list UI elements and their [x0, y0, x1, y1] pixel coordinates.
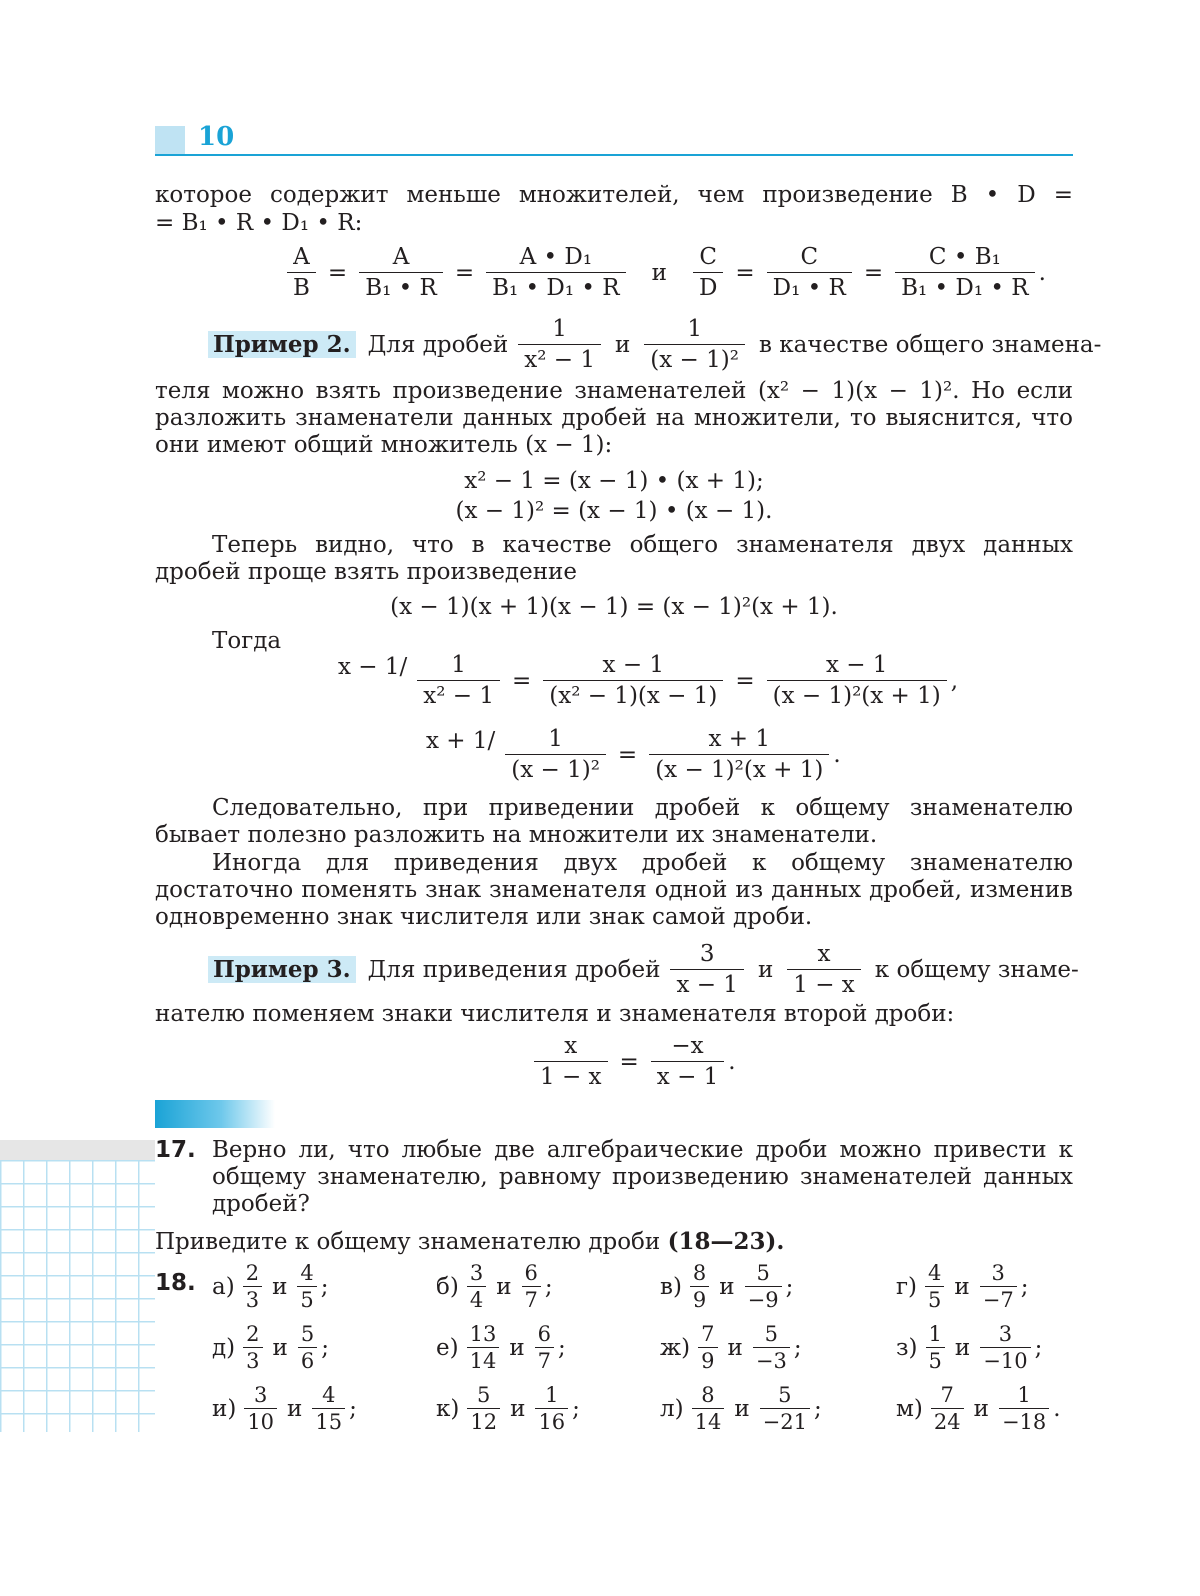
- conjunction: и: [757, 956, 774, 983]
- denominator: 9: [698, 1347, 717, 1372]
- example-label: Пример 2.: [208, 331, 356, 358]
- equation-result-1: x − 1/ $\frac{1}{\text{x² − 1}}$ = $\frac{x - 1}{\text{(x² − 1)(x − 1)}}$ = $\frac{x - 1}{\text{(x − 1)²(x + 1)}}$ ,: [338, 652, 959, 709]
- numerator: 6: [524, 1261, 538, 1285]
- item-end: .: [1053, 1395, 1061, 1422]
- fraction: [787, 941, 861, 998]
- conjunction: и: [510, 1395, 526, 1422]
- item-letter: д): [212, 1334, 236, 1361]
- fraction: [980, 1262, 1017, 1311]
- fraction: [243, 1323, 262, 1372]
- item-end: ;: [544, 1273, 553, 1300]
- instruction: [155, 1228, 784, 1256]
- denominator: 14: [692, 1408, 725, 1433]
- item-letter: ж): [660, 1334, 691, 1361]
- example-2-paragraph: теля можно взять произведение знаменателей (x² − 1)(x − 1)². Но если разложить знаменатели данных дробей на множители, то выяснится, что они имеют общий множитель (x − 1):: [155, 378, 1073, 458]
- denominator: B₁ • R: [359, 272, 443, 301]
- conjunction: и: [272, 1334, 288, 1361]
- denominator: x² − 1: [518, 344, 601, 373]
- numerator: 1: [545, 1383, 559, 1407]
- exercises-marker: [155, 1100, 275, 1128]
- task-17-number: 17.: [155, 1137, 196, 1163]
- numerator: 7: [940, 1383, 954, 1407]
- item-letter: е): [436, 1334, 459, 1361]
- margin-bar: [0, 1140, 155, 1160]
- numerator: x: [817, 941, 831, 967]
- example-2-paragraph-2: Теперь видно, что в качестве общего знаменателя двух данных дробей проще взять произведение: [155, 532, 1073, 585]
- numerator: 1: [687, 316, 702, 342]
- conjunction: и: [954, 1334, 971, 1361]
- numerator: 13: [469, 1322, 497, 1346]
- denominator: B: [287, 272, 316, 301]
- denominator: −21: [760, 1408, 810, 1433]
- numerator: A: [392, 244, 410, 270]
- fraction: [535, 1384, 568, 1433]
- example-3-line-2: нателю поменяем знаки числителя и знаменателя второй дроби:: [155, 1001, 955, 1027]
- denominator: 10: [244, 1408, 277, 1433]
- denominator: −7: [980, 1286, 1017, 1311]
- fraction: [644, 316, 745, 373]
- example-label: Пример 3.: [208, 956, 356, 983]
- denominator: 3: [243, 1347, 262, 1372]
- fraction: [925, 1262, 944, 1311]
- denominator: D: [693, 272, 723, 301]
- margin-grid: [0, 1160, 155, 1432]
- numerator: x − 1: [602, 652, 665, 678]
- instruction-range: (18—23).: [667, 1228, 785, 1255]
- numerator: 3: [699, 941, 715, 967]
- equation-sign-change: $\frac{x}{1 - x}$ = $\frac{-x}{x - 1}$ .: [530, 1033, 736, 1090]
- denominator: B₁ • D₁ • R: [895, 272, 1034, 301]
- conjunction: и: [287, 1395, 303, 1422]
- item-end: ;: [793, 1334, 802, 1361]
- numerator: 1: [552, 316, 567, 342]
- item-end: ;: [558, 1334, 566, 1361]
- denominator: 1 − x: [534, 1061, 608, 1090]
- denominator: 15: [312, 1408, 345, 1433]
- conclusion-paragraph-1: Следовательно, при приведении дробей к общему знаменателю бывает полезно разложить на множители их знаменатели.: [155, 795, 1073, 848]
- example-text: Для дробей: [367, 331, 509, 358]
- fraction: [359, 244, 443, 301]
- item-end: ;: [572, 1395, 580, 1422]
- denominator: (x − 1)²(x + 1): [767, 680, 947, 709]
- example-3-heading: [208, 941, 1079, 998]
- equation-factor-b: (x − 1)² = (x − 1) • (x − 1).: [455, 498, 773, 524]
- numerator: A: [293, 244, 310, 270]
- fraction: [297, 1262, 316, 1311]
- numerator: 2: [245, 1261, 260, 1285]
- denominator: −9: [745, 1286, 782, 1311]
- fraction: [543, 652, 723, 709]
- equation-factor-a: x² − 1 = (x − 1) • (x + 1);: [464, 468, 764, 494]
- intro-line-1: которое содержит меньше множителей, чем произведение B • D =: [155, 182, 1073, 208]
- numerator: 7: [701, 1322, 715, 1346]
- fraction: [522, 1262, 541, 1311]
- numerator: 4: [928, 1261, 942, 1285]
- numerator: 5: [764, 1322, 779, 1346]
- numerator: C: [699, 244, 717, 270]
- fraction: [692, 1384, 725, 1433]
- numerator: 3: [991, 1261, 1005, 1285]
- exercise-item-e: [436, 1323, 566, 1372]
- intro-line-2: = B₁ • R • D₁ • R:: [155, 210, 363, 236]
- example-text: Для приведения дробей: [367, 956, 661, 983]
- denominator: 9: [690, 1286, 709, 1311]
- fraction: [649, 726, 829, 783]
- equation-result-2: x + 1/ $\frac{1}{\text{(x − 1)²}}$ = $\frac{x + 1}{\text{(x − 1)²(x + 1)}}$ .: [426, 726, 841, 783]
- conjunction: и: [651, 259, 667, 286]
- denominator: B₁ • D₁ • R: [486, 272, 625, 301]
- item-end: ;: [321, 1334, 329, 1361]
- fraction: [753, 1323, 790, 1372]
- denominator: (x − 1)²: [505, 754, 606, 783]
- denominator: −18: [999, 1408, 1049, 1433]
- numerator: 1: [451, 652, 466, 678]
- numerator: 1: [1017, 1383, 1031, 1407]
- denominator: 5: [297, 1286, 316, 1311]
- numerator: x − 1: [825, 652, 888, 678]
- conjunction: и: [719, 1273, 735, 1300]
- fraction: [505, 726, 606, 783]
- item-end: ;: [1034, 1334, 1043, 1361]
- fraction: [534, 1033, 608, 1090]
- numerator: 1: [928, 1322, 942, 1346]
- numerator: 3: [998, 1322, 1013, 1346]
- equation-fractions-ab-cd: $\frac{A}{B}$ = $\frac{A}{\text{B₁ • R}}$ = $\frac{\text{A • D₁}}{\text{B₁ • D₁ • R}}$ и $\frac{C}{D}$ = $\frac{C}{\text{D₁ • R}}$ = $\frac{\text{C • B₁}}{\text{B₁ • D₁ • R}}$ .: [283, 244, 1046, 301]
- denominator: 3: [243, 1286, 262, 1311]
- instruction-text: Приведите к общему знаменателю дроби: [155, 1229, 661, 1255]
- denominator: x − 1: [651, 1061, 725, 1090]
- item-letter: к): [436, 1395, 460, 1422]
- numerator: A • D₁: [519, 244, 593, 270]
- numerator: 1: [548, 726, 563, 752]
- fraction: [670, 941, 744, 998]
- numerator: 5: [756, 1261, 770, 1285]
- denominator: 6: [298, 1347, 317, 1372]
- item-letter: а): [212, 1273, 235, 1300]
- conclusion-paragraph-2: Иногда для приведения двух дробей к общему знаменателю достаточно поменять знак знаменателя одной из данных дробей, изменив одновременно знак числителя или знак самой дроби.: [155, 850, 1073, 930]
- numerator: 5: [300, 1322, 315, 1346]
- example-text: к общему знаме-: [874, 956, 1079, 983]
- item-end: ;: [1020, 1273, 1029, 1300]
- denominator: (x − 1)²: [644, 344, 745, 373]
- conjunction: и: [734, 1395, 750, 1422]
- fraction: [980, 1323, 1030, 1372]
- denominator: 7: [522, 1286, 541, 1311]
- numerator: −x: [671, 1033, 704, 1059]
- denominator: 1 − x: [787, 969, 861, 998]
- exercise-item-b: [436, 1262, 553, 1311]
- fraction: [467, 1384, 500, 1433]
- fraction: [690, 1262, 709, 1311]
- item-letter: з): [896, 1334, 918, 1361]
- equation-common-denominator: (x − 1)(x + 1)(x − 1) = (x − 1)²(x + 1).: [390, 594, 838, 620]
- conjunction: и: [272, 1273, 288, 1300]
- multiplier-mark: x − 1/: [338, 654, 408, 680]
- denominator: −3: [753, 1347, 790, 1372]
- denominator: (x − 1)²(x + 1): [649, 754, 829, 783]
- denominator: D₁ • R: [767, 272, 852, 301]
- task-17-text: Верно ли, что любые две алгебраические дроби можно привести к общему знаменателю, равному произведению знаменателей данных дробей?: [212, 1137, 1073, 1217]
- fraction: [243, 1262, 262, 1311]
- numerator: x: [564, 1033, 578, 1059]
- item-letter: г): [896, 1273, 918, 1300]
- denominator: 5: [925, 1286, 944, 1311]
- denominator: x² − 1: [417, 680, 500, 709]
- example-text: в качестве общего знамена-: [758, 331, 1102, 358]
- conjunction: и: [496, 1273, 512, 1300]
- numerator: C • B₁: [928, 244, 1001, 270]
- numerator: 8: [701, 1383, 715, 1407]
- numerator: 6: [537, 1322, 552, 1346]
- multiplier-mark: x + 1/: [426, 728, 496, 754]
- numerator: 2: [246, 1322, 260, 1346]
- conjunction: и: [509, 1334, 525, 1361]
- exercise-item-zh: [660, 1323, 802, 1372]
- exercise-item-z: [896, 1323, 1042, 1372]
- denominator: (x² − 1)(x − 1): [543, 680, 723, 709]
- conjunction: и: [614, 331, 631, 358]
- fraction: [467, 1262, 486, 1311]
- fraction: [312, 1384, 345, 1433]
- denominator: 5: [926, 1347, 945, 1372]
- exercise-item-k: [436, 1384, 580, 1433]
- fraction: [244, 1384, 277, 1433]
- exercise-item-a: [212, 1262, 329, 1311]
- fraction: [931, 1384, 964, 1433]
- fraction: [467, 1323, 500, 1372]
- fraction: [287, 244, 316, 301]
- fraction: [518, 316, 601, 373]
- item-end: ;: [320, 1273, 329, 1300]
- item-letter: и): [212, 1395, 237, 1422]
- fraction: [999, 1384, 1049, 1433]
- exercise-item-v: [660, 1262, 793, 1311]
- fraction: [535, 1323, 554, 1372]
- item-letter: л): [660, 1395, 684, 1422]
- numerator: 4: [322, 1383, 336, 1407]
- numerator: x + 1: [708, 726, 770, 752]
- page-number: 10: [198, 122, 235, 152]
- numerator: 5: [477, 1383, 491, 1407]
- conjunction: и: [973, 1395, 989, 1422]
- header-rule: [155, 154, 1073, 156]
- fraction: [767, 244, 852, 301]
- denominator: 12: [467, 1408, 500, 1433]
- item-letter: б): [436, 1273, 459, 1300]
- item-end: ;: [814, 1395, 822, 1422]
- fraction: [745, 1262, 782, 1311]
- denominator: 7: [535, 1347, 554, 1372]
- denominator: x − 1: [670, 969, 744, 998]
- fraction: [651, 1033, 725, 1090]
- item-letter: м): [896, 1395, 923, 1422]
- fraction: [693, 244, 723, 301]
- conjunction: и: [954, 1273, 970, 1300]
- exercise-item-m: [896, 1384, 1061, 1433]
- denominator: −10: [980, 1347, 1030, 1372]
- fraction: [926, 1323, 945, 1372]
- then-word: Тогда: [212, 628, 282, 654]
- page-number-tab: [155, 126, 185, 156]
- fraction: [486, 244, 625, 301]
- fraction: [895, 244, 1034, 301]
- example-2-heading: [208, 316, 1101, 373]
- denominator: 4: [467, 1286, 486, 1311]
- denominator: 16: [535, 1408, 568, 1433]
- fraction: [417, 652, 500, 709]
- denominator: 24: [931, 1408, 964, 1433]
- numerator: 3: [253, 1383, 268, 1407]
- item-letter: в): [660, 1273, 682, 1300]
- item-end: ;: [349, 1395, 357, 1422]
- fraction: [298, 1323, 317, 1372]
- fraction: [698, 1323, 717, 1372]
- exercise-item-d: [212, 1323, 329, 1372]
- numerator: 5: [778, 1383, 792, 1407]
- conjunction: и: [727, 1334, 743, 1361]
- numerator: C: [800, 244, 819, 270]
- exercise-item-g: [896, 1262, 1028, 1311]
- denominator: 14: [467, 1347, 500, 1372]
- numerator: 8: [692, 1261, 707, 1285]
- exercise-item-l: [660, 1384, 822, 1433]
- exercise-item-i: [212, 1384, 357, 1433]
- fraction: [767, 652, 947, 709]
- task-18-number: 18.: [155, 1270, 196, 1296]
- numerator: 4: [300, 1261, 314, 1285]
- numerator: 3: [469, 1261, 484, 1285]
- item-end: ;: [785, 1273, 794, 1300]
- fraction: [760, 1384, 810, 1433]
